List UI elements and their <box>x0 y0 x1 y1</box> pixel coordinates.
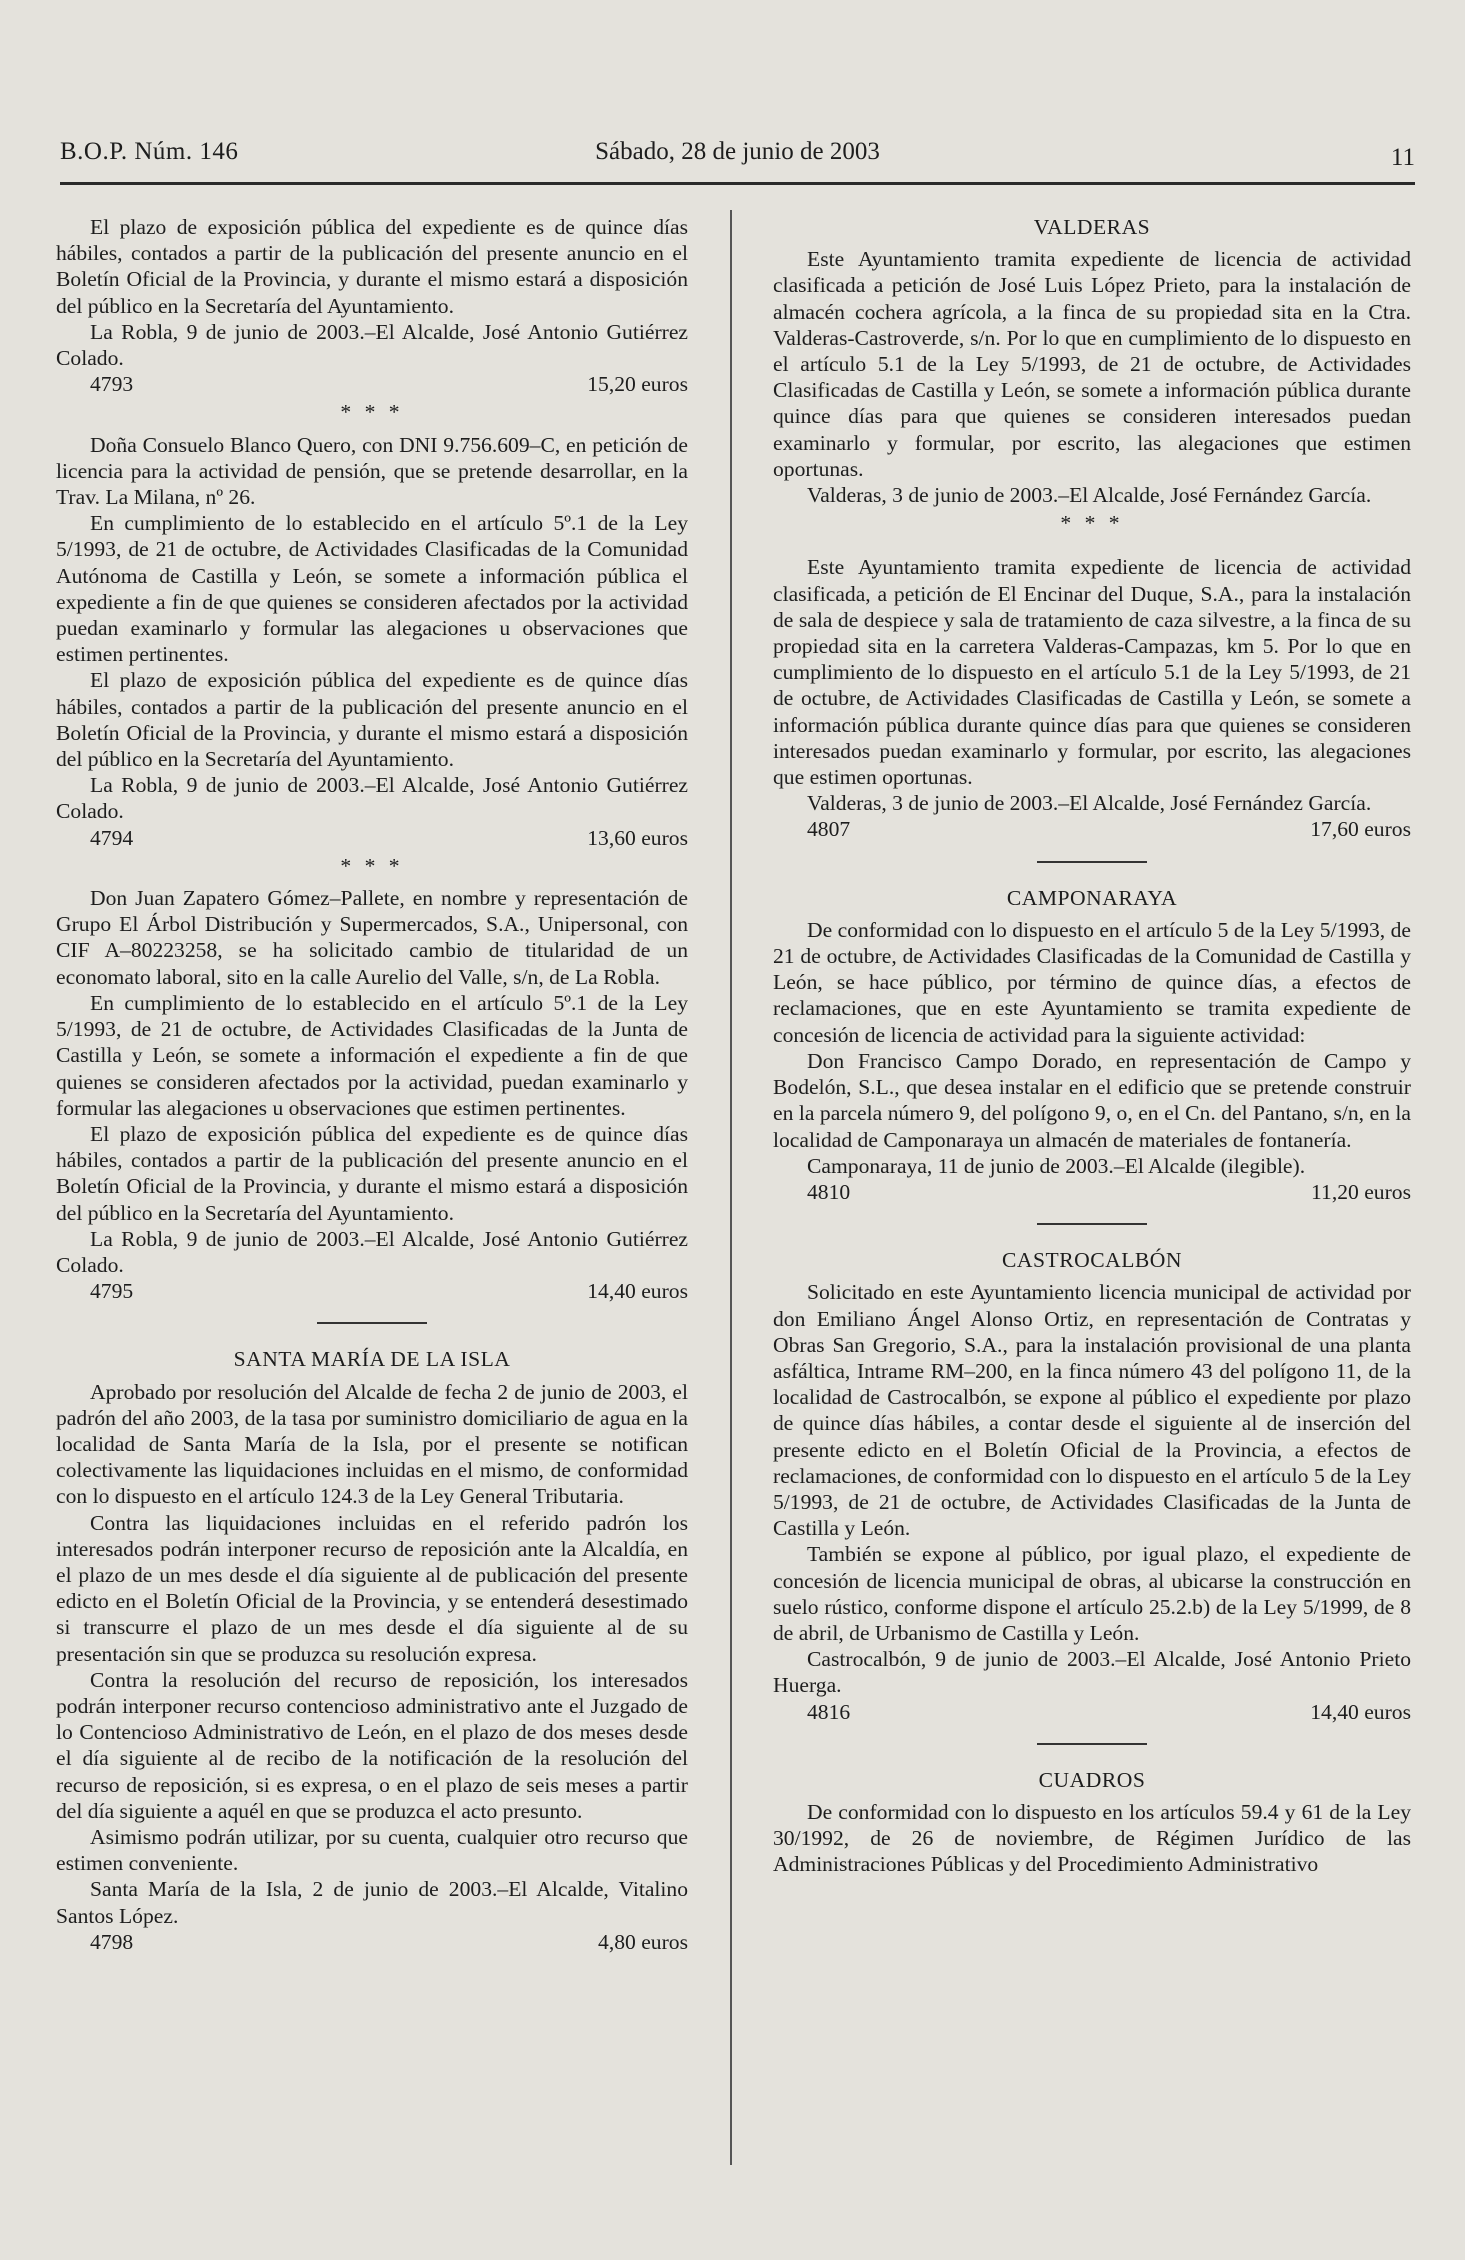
section-divider <box>1037 1743 1147 1745</box>
page-number: 11 <box>1390 144 1415 171</box>
signature: Santa María de la Isla, 2 de junio de 2003.–El Alcalde, Vitalino Santos López. <box>56 1877 688 1928</box>
fee-line <box>56 371 688 397</box>
section-divider <box>1037 1223 1147 1225</box>
signature: La Robla, 9 de junio de 2003.–El Alcalde, José Antonio Gutiérrez Colado. <box>56 773 688 824</box>
section-title: SANTA MARÍA DE LA ISLA <box>233 1347 511 1372</box>
paragraph: Contra las liquidaciones incluidas en el referido padrón los interesados podrán interponer recurso de reposición ante la Alcaldía, en el plazo de un mes desde el día siguiente al de publicación del presente edicto en el Boletín Oficial de la Provincia, y se entenderá desestimado si transcurre el plazo de un mes desde el día siguiente al de su presentación sin que se produzca su resolución expresa. <box>56 1510 688 1666</box>
paragraph: En cumplimiento de lo establecido en el artículo 5º.1 de la Ley 5/1993, de 21 de octubre, de Actividades Clasificadas de la Comunidad Autónoma de Castilla y León, se somete a información pública el expediente a fin de que quienes se consideren afectados por la actividad puedan examinarlo y formular las alegaciones u observaciones que estimen pertinentes. <box>56 511 688 667</box>
edict-number: 4816 <box>807 1699 851 1724</box>
fee-line <box>773 1179 1411 1205</box>
fee-amount: 14,40 euros <box>587 1279 688 1304</box>
section-title: CUADROS <box>1038 1767 1146 1792</box>
paragraph: Doña Consuelo Blanco Quero, con DNI 9.756.609–C, en petición de licencia para la actividad de pensión, que se pretende desarrollar, en la Trav. La Milana, nº 26. <box>56 432 688 510</box>
separator-stars: * * * <box>340 400 404 425</box>
edict-number: 4798 <box>90 1929 134 1954</box>
paragraph: Este Ayuntamiento tramita expediente de licencia de actividad clasificada, a petición de El Encinar del Duque, S.A., para la instalación de sala de despiece y sala de tratamiento de caza silvestre, a la finca de su propiedad sita en la carretera Valderas-Campazas, km 5. Por lo que en cumplimiento de lo dispuesto en el artículo 5.1 de la Ley 5/1993, de 21 de octubre, de Actividades Clasificadas de Castilla y León, se somete a información pública durante quince días para que quienes se consideren interesados puedan examinarlo y formular, por escrito, las alegaciones que estimen oportunas. <box>773 555 1411 790</box>
fee-amount: 15,20 euros <box>587 372 688 397</box>
paragraph: Don Francisco Campo Dorado, en representación de Campo y Bodelón, S.L., que desea instalar en el edificio que se pretende construir en la parcela número 9, del polígono 9, o, en el Cn. del Pantano, s/n, en la localidad de Camponaraya un almacén de materiales de fontanería. <box>773 1048 1411 1152</box>
paragraph: Asimismo podrán utilizar, por su cuenta, cualquier otro recurso que estimen conveniente. <box>56 1824 688 1876</box>
signature: La Robla, 9 de junio de 2003.–El Alcalde, José Antonio Gutiérrez Colado. <box>56 1226 688 1277</box>
edict-number: 4810 <box>807 1179 851 1204</box>
column-divider <box>730 210 732 2165</box>
fee-amount: 14,40 euros <box>1310 1699 1411 1724</box>
paragraph: También se expone al público, por igual plazo, el expediente de concesión de licencia municipal de obras, al ubicarse la construcción en suelo rústico, conforme dispone el artículo 25.2.b) de la Ley 5/1999, de 8 de abril, de Urbanismo de Castilla y León. <box>773 1542 1411 1645</box>
bulletin-number: B.O.P. Núm. 146 <box>60 138 239 165</box>
right-column <box>773 214 1411 1878</box>
issue-date: Sábado, 28 de junio de 2003 <box>595 138 880 165</box>
edict-number: 4794 <box>90 825 134 850</box>
signature: Valderas, 3 de junio de 2003.–El Alcalde, José Fernández García. <box>807 791 1372 816</box>
page-header <box>60 138 1415 185</box>
signature: Camponaraya, 11 de junio de 2003.–El Alcalde (ilegible). <box>807 1153 1306 1178</box>
signature: La Robla, 9 de junio de 2003.–El Alcalde, José Antonio Gutiérrez Colado. <box>56 319 688 371</box>
separator-stars: * * * <box>340 853 404 878</box>
section-title: VALDERAS <box>1033 215 1151 239</box>
signature: Castrocalbón, 9 de junio de 2003.–El Alcalde, José Antonio Prieto Huerga. <box>773 1647 1411 1698</box>
fee-amount: 17,60 euros <box>1310 817 1411 842</box>
paragraph: El plazo de exposición pública del expediente es de quince días hábiles, contados a partir de la publicación del presente anuncio en el Boletín Oficial de la Provincia, y durante el mismo estará a disposición del público en la Secretaría del Ayuntamiento. <box>56 215 688 318</box>
fee-line <box>56 1278 688 1304</box>
paragraph: Contra la resolución del recurso de reposición, los interesados podrán interponer recurso contencioso administrativo ante el Juzgado de lo Contencioso Administrativo de León, en el plazo de dos meses desde el día siguiente al de recibo de la notificación de la resolución del recurso de reposición, si es expresa, o en el plazo de seis meses a partir del día siguiente a aquél en que se produzca el acto presunto. <box>56 1667 688 1823</box>
paragraph: El plazo de exposición pública del expediente es de quince días hábiles, contados a partir de la publicación del presente anuncio en el Boletín Oficial de la Provincia, y durante el mismo estará a disposición del público en la Secretaría del Ayuntamiento. <box>56 668 688 772</box>
paragraph: De conformidad con lo dispuesto en el artículo 5 de la Ley 5/1993, de 21 de octubre, de Actividades Clasificadas de la Comunidad de Castilla y León, se hace público, por término de quince días, a efectos de reclamaciones, que en este Ayuntamiento se tramita expediente de concesión de licencia de actividad para la siguiente actividad: <box>773 917 1411 1047</box>
edict-number: 4807 <box>807 817 851 842</box>
signature: Valderas, 3 de junio de 2003.–El Alcalde, José Fernández García. <box>807 483 1372 508</box>
paragraph: Aprobado por resolución del Alcalde de fecha 2 de junio de 2003, el padrón del año 2003, de la tasa por suministro domiciliario de agua en la localidad de Santa María de la Isla, por el presente se notifican colectivamente las liquidaciones incluidas en el mismo, de conformidad con lo dispuesto en el artículo 124.3 de la Ley General Tributaria. <box>56 1379 688 1509</box>
paragraph: De conformidad con lo dispuesto en los artículos 59.4 y 61 de la Ley 30/1992, de 26 de noviembre, de Régimen Jurídico de las Administraciones Públicas y del Procedimiento Administrativo <box>773 1799 1411 1877</box>
fee-amount: 11,20 euros <box>1311 1179 1411 1204</box>
section-title: CASTROCALBÓN <box>1002 1248 1182 1273</box>
fee-amount: 13,60 euros <box>587 825 688 850</box>
fee-line <box>56 825 688 851</box>
paragraph: Solicitado en este Ayuntamiento licencia municipal de actividad por don Emiliano Ángel Alonso Ortiz, en representación de Contratas y Obras San Gregorio, S.A., para la instalación provisional de una planta asfáltica, Intrame RM–200, en la finca número 43 del polígono 11, de la localidad de Castrocalbón, se expone al público el expediente por plazo de quince días hábiles, a contar desde el siguiente al de inserción del presente edicto en el Boletín Oficial de la Provincia, a efectos de reclamaciones, de conformidad con lo dispuesto en el artículo 5 de la Ley 5/1993, de 21 de octubre, de Actividades Clasificadas de la Junta de Castilla y León. <box>773 1280 1411 1541</box>
left-column <box>56 214 688 1955</box>
separator-stars: * * * <box>1060 511 1124 536</box>
paragraph: En cumplimiento de lo establecido en el artículo 5º.1 de la Ley 5/1993, de 21 de octubre, de Actividades Clasificadas de la Junta de Castilla y León, se somete a información el expediente a fin de que quienes se consideren afectados por la actividad, puedan examinarlo y formular las alegaciones u observaciones que estimen pertinentes. <box>56 990 688 1120</box>
section-title: CAMPONARAYA <box>1006 885 1178 910</box>
fee-line <box>56 1929 688 1955</box>
paragraph: Este Ayuntamiento tramita expediente de licencia de actividad clasificada a petición de José Luis López Prieto, para la instalación de almacén cochera agrícola, a la finca de su propiedad sita en la Ctra. Valderas-Castroverde, s/n. Por lo que en cumplimiento de lo dispuesto en el artículo 5.1 de la Ley 5/1993, de 21 de octubre, de Actividades Clasificadas de Castilla y León, se somete a información pública durante quince días para que quienes se consideren interesados puedan examinarlo y formular, por escrito, las alegaciones que estimen oportunas. <box>773 247 1411 481</box>
section-divider <box>317 1322 427 1324</box>
paragraph: Don Juan Zapatero Gómez–Pallete, en nombre y representación de Grupo El Árbol Distribución y Supermercados, S.A., Unipersonal, con CIF A–80223258, se ha solicitado cambio de titularidad de un economato laboral, sito en la calle Aurelio del Valle, s/n, de La Robla. <box>56 886 688 989</box>
paragraph: El plazo de exposición pública del expediente es de quince días hábiles, contados a partir de la publicación del presente anuncio en el Boletín Oficial de la Provincia, y durante el mismo estará a disposición del público en la Secretaría del Ayuntamiento. <box>56 1121 688 1225</box>
fee-line <box>773 816 1411 842</box>
edict-number: 4795 <box>90 1279 134 1304</box>
section-divider <box>1037 861 1147 863</box>
fee-line <box>773 1699 1411 1725</box>
edict-number: 4793 <box>90 372 134 397</box>
fee-amount: 4,80 euros <box>598 1929 688 1954</box>
